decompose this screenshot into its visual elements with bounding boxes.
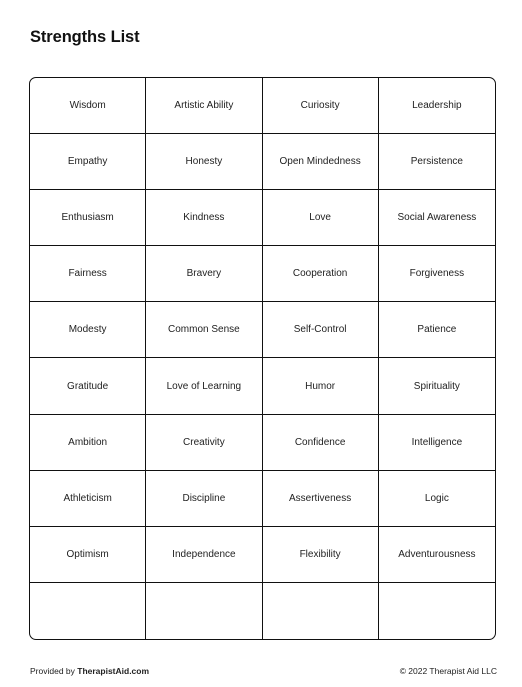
- strength-cell: Ambition: [30, 415, 146, 471]
- strength-cell: Common Sense: [146, 302, 262, 358]
- strength-cell: Cooperation: [263, 246, 379, 302]
- strength-cell: [263, 583, 379, 639]
- footer-copyright: © 2022 Therapist Aid LLC: [399, 666, 497, 676]
- strength-cell: Optimism: [30, 527, 146, 583]
- strengths-table: [29, 77, 496, 640]
- strength-cell: Logic: [379, 471, 495, 527]
- strength-cell: Love of Learning: [146, 358, 262, 414]
- strength-cell: Self-Control: [263, 302, 379, 358]
- strength-cell: Curiosity: [263, 78, 379, 134]
- strength-cell: Discipline: [146, 471, 262, 527]
- strength-cell: Honesty: [146, 134, 262, 190]
- strength-cell: Love: [263, 190, 379, 246]
- strength-cell: Assertiveness: [263, 471, 379, 527]
- strength-cell: Forgiveness: [379, 246, 495, 302]
- strength-cell: Humor: [263, 358, 379, 414]
- strength-cell: Enthusiasm: [30, 190, 146, 246]
- strength-cell: [379, 583, 495, 639]
- strength-cell: Adventurousness: [379, 527, 495, 583]
- strength-cell: Persistence: [379, 134, 495, 190]
- strength-cell: Kindness: [146, 190, 262, 246]
- strength-cell: Open Mindedness: [263, 134, 379, 190]
- strength-cell: Wisdom: [30, 78, 146, 134]
- page-title: Strengths List: [30, 28, 140, 46]
- strength-cell: Gratitude: [30, 358, 146, 414]
- strengths-grid: [30, 78, 495, 639]
- strength-cell: Social Awareness: [379, 190, 495, 246]
- strength-cell: Athleticism: [30, 471, 146, 527]
- strength-cell: [146, 583, 262, 639]
- strength-cell: Patience: [379, 302, 495, 358]
- strength-cell: Independence: [146, 527, 262, 583]
- strength-cell: Empathy: [30, 134, 146, 190]
- provided-by-label: Provided by: [30, 666, 78, 676]
- strength-cell: Fairness: [30, 246, 146, 302]
- strength-cell: [30, 583, 146, 639]
- strength-cell: Confidence: [263, 415, 379, 471]
- strength-cell: Artistic Ability: [146, 78, 262, 134]
- strength-cell: Flexibility: [263, 527, 379, 583]
- footer-provided-by: [30, 666, 149, 676]
- strength-cell: Spirituality: [379, 358, 495, 414]
- strength-cell: Creativity: [146, 415, 262, 471]
- strength-cell: Leadership: [379, 78, 495, 134]
- strength-cell: Intelligence: [379, 415, 495, 471]
- strength-cell: Modesty: [30, 302, 146, 358]
- strength-cell: Bravery: [146, 246, 262, 302]
- provider-link[interactable]: TherapistAid.com: [77, 666, 150, 676]
